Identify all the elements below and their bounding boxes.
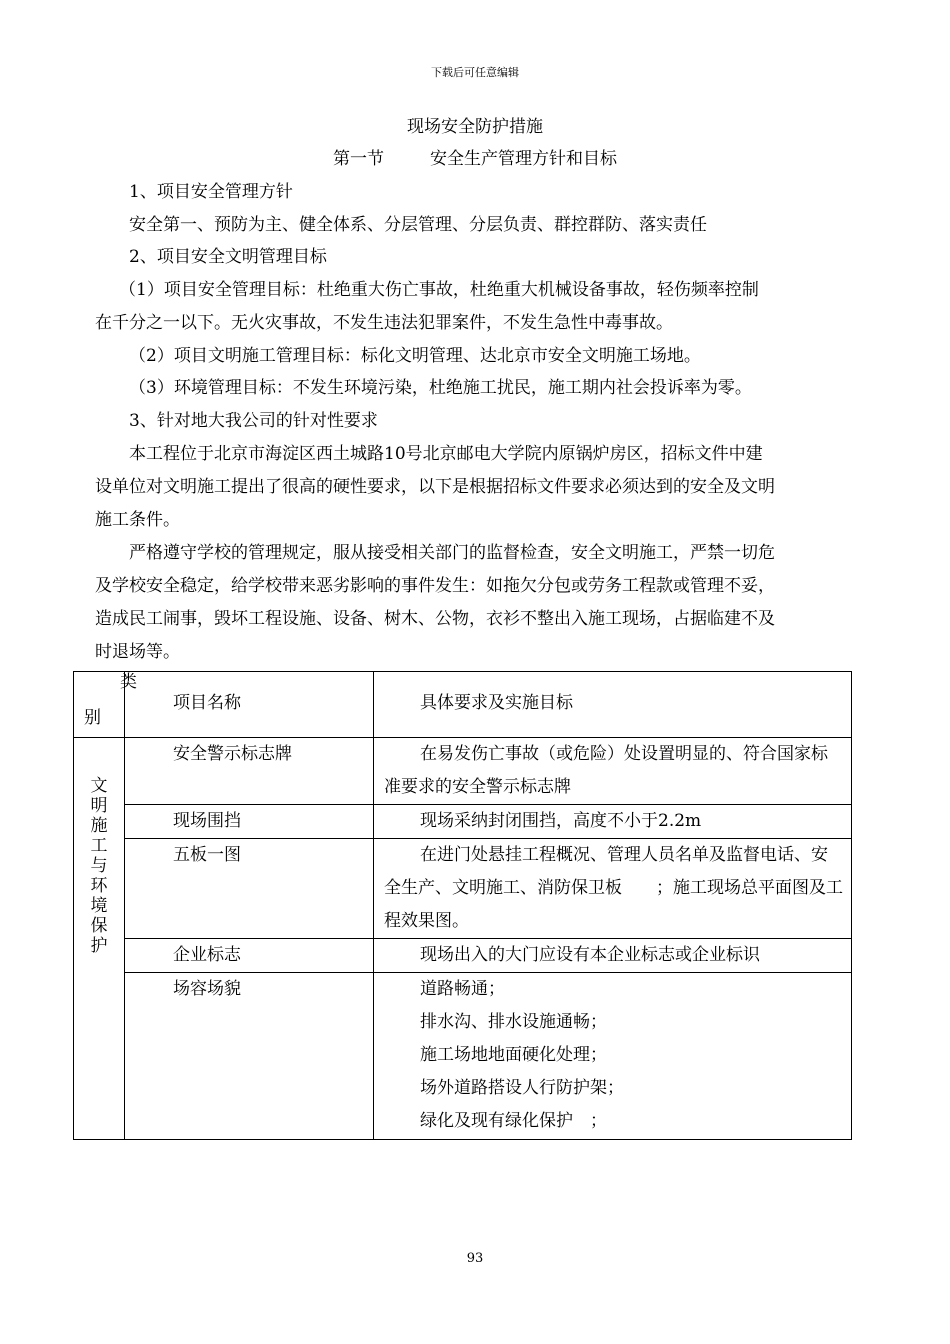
requirement-cell — [374, 805, 852, 839]
requirement-line: 场外道路搭设人行防护架； — [420, 1078, 624, 1098]
paragraph-line: 1、项目安全管理方针 — [129, 182, 293, 202]
item-name: 安全警示标志牌 — [173, 744, 292, 764]
category-cell — [74, 738, 125, 1140]
category-label-char: 施 — [90, 816, 108, 836]
page-number: 93 — [466, 1251, 484, 1266]
table-row — [74, 738, 852, 805]
category-label-char: 明 — [90, 796, 108, 816]
item-name: 现场围挡 — [173, 811, 241, 831]
requirement-header-cell: 具体要求及实施目标 — [374, 672, 852, 738]
requirement-line: 道路畅通； — [420, 979, 505, 999]
requirement-cell — [374, 738, 852, 805]
section-heading — [0, 148, 950, 170]
paragraph-line: 3、针对地大我公司的针对性要求 — [129, 411, 378, 431]
paragraph-line: （2）项目文明施工管理目标：标化文明管理、达北京市安全文明施工场地。 — [129, 346, 701, 366]
requirement-line: 全生产、文明施工、消防保卫板 ；施工现场总平面图及工 — [384, 878, 843, 898]
category-label-char: 保 — [90, 916, 108, 936]
category-label-char: 护 — [90, 936, 108, 956]
category-label-char: 与 — [90, 856, 108, 876]
requirement-line: 程效果图。 — [384, 911, 469, 931]
item-name-cell — [125, 805, 374, 839]
item-name: 场容场貌 — [173, 979, 241, 999]
requirement-line: 现场采纳封闭围挡，高度不小于2.2m — [420, 811, 702, 831]
requirement-cell — [374, 839, 852, 939]
paragraph-line: 造成民工闹事，毁坏工程设施、设备、树木、公物，衣衫不整出入施工现场，占据临建不及 — [95, 609, 775, 629]
paragraph-line: 严格遵守学校的管理规定，服从接受相关部门的监督检查，安全文明施工，严禁一切危 — [129, 543, 775, 563]
requirement-line: 施工场地地面硬化处理； — [420, 1045, 607, 1065]
paragraph-line: 设单位对文明施工提出了很高的硬性要求，以下是根据招标文件要求必须达到的安全及文明 — [95, 477, 775, 497]
paragraph-line: （3）环境管理目标：不发生环境污染，杜绝施工扰民，施工期内社会投诉率为零。 — [129, 378, 752, 398]
requirement-line: 绿化及现有绿化保护 ； — [420, 1111, 607, 1131]
item-name: 企业标志 — [173, 945, 241, 965]
category-label-vertical — [74, 776, 124, 956]
category-label-char: 文 — [90, 776, 108, 796]
item-name-cell — [125, 973, 374, 1140]
paragraph-line: 时退场等。 — [95, 642, 180, 662]
table-row — [74, 839, 852, 939]
requirement-line: 准要求的安全警示标志牌 — [384, 777, 571, 797]
table-row — [74, 805, 852, 839]
header-note: 下载后可任意编辑 — [431, 66, 519, 79]
paragraph-line: 2、项目安全文明管理目标 — [129, 247, 327, 267]
requirement-line: 在易发伤亡事故（或危险）处设置明显的、符合国家标 — [420, 744, 828, 764]
category-label-char: 环 — [90, 876, 108, 896]
paragraph-line: 施工条件。 — [95, 510, 180, 530]
name-header-cell: 项目名称 — [125, 672, 374, 738]
category-header-bottom: 别 — [84, 708, 101, 728]
requirement-cell — [374, 973, 852, 1140]
category-label-char: 工 — [90, 836, 108, 856]
requirement-line: 排水沟、排水设施通畅； — [420, 1012, 607, 1032]
table-row — [74, 973, 852, 1140]
item-name-cell — [125, 939, 374, 973]
requirement-line: 在进门处悬挂工程概况、管理人员名单及监督电话、安 — [420, 845, 828, 865]
item-name-cell — [125, 839, 374, 939]
table-header-row — [74, 672, 852, 738]
document-title: 现场安全防护措施 — [407, 117, 543, 137]
paragraph-line: 在千分之一以下。无火灾事故，不发生违法犯罪案件，不发生急性中毒事故。 — [95, 313, 673, 333]
category-label-char: 境 — [90, 896, 108, 916]
table-row — [74, 939, 852, 973]
requirements-table — [73, 671, 852, 1140]
category-header-top: 类 — [120, 672, 137, 692]
section-number: 第一节 — [333, 149, 384, 169]
section-title: 安全生产管理方针和目标 — [430, 149, 617, 169]
item-name-cell — [125, 738, 374, 805]
paragraph-line: （1）项目安全管理目标：杜绝重大伤亡事故，杜绝重大机械设备事故，轻伤频率控制 — [119, 280, 759, 300]
category-header-cell — [74, 672, 137, 738]
paragraph-line: 安全第一、预防为主、健全体系、分层管理、分层负责、群控群防、落实责任 — [129, 215, 707, 235]
requirement-cell — [374, 939, 852, 973]
item-name: 五板一图 — [173, 845, 241, 865]
paragraph-line: 本工程位于北京市海淀区西土城路10号北京邮电大学院内原锅炉房区，招标文件中建 — [129, 444, 763, 464]
paragraph-line: 及学校安全稳定，给学校带来恶劣影响的事件发生：如拖欠分包或劳务工程款或管理不妥， — [95, 576, 775, 596]
requirement-line: 现场出入的大门应设有本企业标志或企业标识 — [420, 945, 760, 965]
